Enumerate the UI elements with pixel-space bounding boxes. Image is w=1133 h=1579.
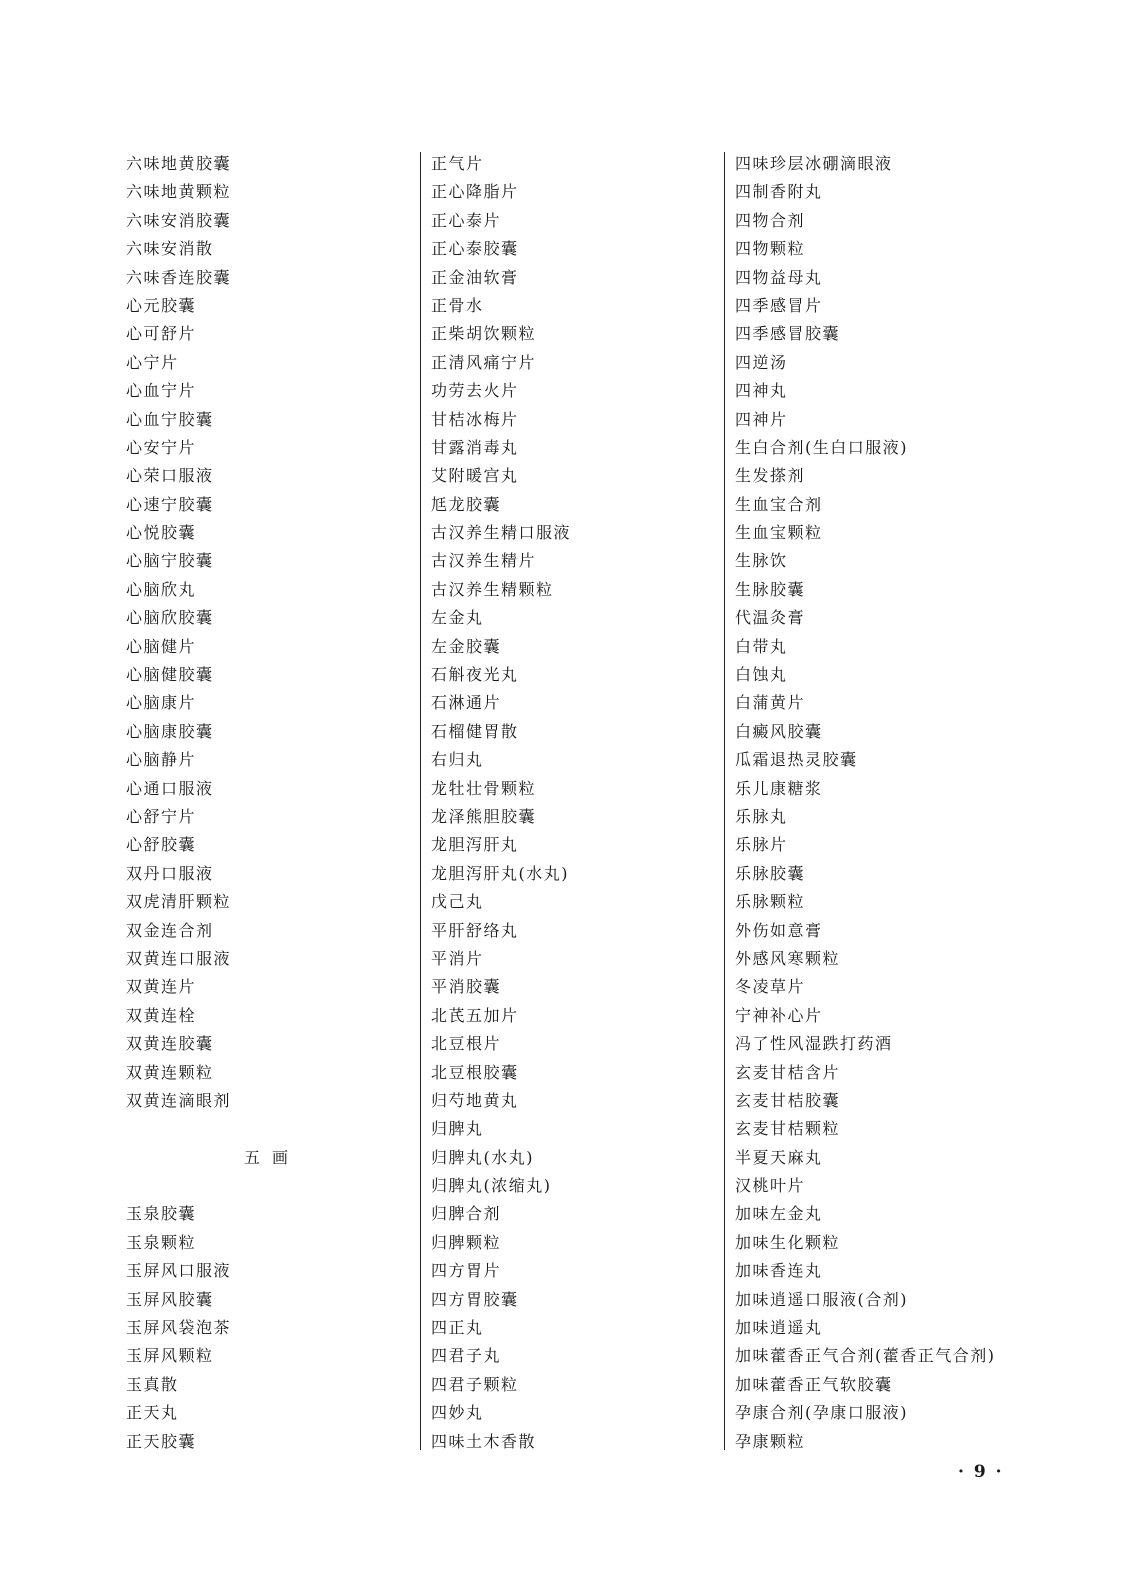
index-entry: 六味地黄颗粒: [126, 182, 232, 202]
index-entry: 四方胃胶囊: [431, 1289, 519, 1309]
index-entry: 汉桃叶片: [735, 1176, 806, 1196]
index-entry: 玉屏风口服液: [126, 1261, 232, 1281]
index-entry: 双虎清肝颗粒: [126, 892, 232, 912]
index-entry: 石榴健胃散: [431, 721, 519, 741]
index-entry: 心血宁胶囊: [126, 409, 214, 429]
index-entry: 四方胃片: [431, 1261, 502, 1281]
index-entry: 双金连合剂: [126, 920, 214, 940]
index-entry: 心脑宁胶囊: [126, 551, 214, 571]
index-entry: 生脉胶囊: [735, 579, 806, 599]
index-entry: 心脑康片: [126, 693, 197, 713]
index-entry: 戊己丸: [431, 892, 484, 912]
index-entry: 甘露消毒丸: [431, 437, 519, 457]
index-entry: 心舒宁片: [126, 806, 197, 826]
index-entry: 甘桔冰梅片: [431, 409, 519, 429]
index-entry: 白蚀丸: [735, 665, 788, 685]
index-entry: 平消胶囊: [431, 977, 502, 997]
index-entry: 四正丸: [431, 1318, 484, 1338]
index-entry: 正骨水: [431, 295, 484, 315]
index-entry: 四季感冒片: [735, 295, 823, 315]
index-column-2: [431, 150, 711, 1456]
index-entry: 龙泽熊胆胶囊: [431, 806, 537, 826]
index-entry: 双黄连颗粒: [126, 1062, 214, 1082]
index-entry: 双丹口服液: [126, 863, 214, 883]
index-entry: 加味藿香正气合剂(藿香正气合剂): [735, 1346, 996, 1366]
index-entry: 生白合剂(生白口服液): [735, 437, 908, 457]
index-entry: 心元胶囊: [126, 295, 197, 315]
index-entry: 加味藿香正气软胶囊: [735, 1374, 893, 1394]
index-entry: 正心泰胶囊: [431, 239, 519, 259]
index-entry: 乐脉胶囊: [735, 863, 806, 883]
index-entry: 归脾丸(水丸): [431, 1147, 534, 1167]
index-entry: 四味土木香散: [431, 1431, 537, 1451]
index-entry: 生脉饮: [735, 551, 788, 571]
index-entry: 心脑静片: [126, 750, 197, 770]
index-entry: 心安宁片: [126, 437, 197, 457]
index-entry: 四逆汤: [735, 352, 788, 372]
index-entry: 心脑健片: [126, 636, 197, 656]
index-entry: 加味香连丸: [735, 1261, 823, 1281]
index-entry: 四物颗粒: [735, 239, 806, 259]
index-entry: 四物合剂: [735, 210, 806, 230]
index-entry: 六味安消散: [126, 239, 214, 259]
index-entry: 心宁片: [126, 352, 179, 372]
index-entry: 外伤如意膏: [735, 920, 823, 940]
index-entry: 生发搽剂: [735, 466, 806, 486]
index-entry: 石淋通片: [431, 693, 502, 713]
index-entry: 正心降脂片: [431, 182, 519, 202]
index-entry: 双黄连滴眼剂: [126, 1090, 232, 1110]
page-number: · 9 ·: [958, 1462, 1004, 1482]
index-column-3: [735, 150, 1065, 1456]
index-entry: 冬凌草片: [735, 977, 806, 997]
index-entry: 北豆根片: [431, 1034, 502, 1054]
index-entry: 正金油软膏: [431, 267, 519, 287]
index-entry: 玄麦甘桔含片: [735, 1062, 841, 1082]
index-entry: 六味香连胶囊: [126, 267, 232, 287]
index-entry: 尪龙胶囊: [431, 494, 502, 514]
index-entry: 加味逍遥丸: [735, 1318, 823, 1338]
index-entry: 乐脉片: [735, 835, 788, 855]
index-entry: 北豆根胶囊: [431, 1062, 519, 1082]
index-entry: 四季感冒胶囊: [735, 324, 841, 344]
index-entry: 心可舒片: [126, 324, 197, 344]
index-entry: 龙胆泻肝丸: [431, 835, 519, 855]
index-entry: 玉屏风袋泡茶: [126, 1318, 232, 1338]
index-entry: 玉泉胶囊: [126, 1204, 197, 1224]
index-entry: 生血宝颗粒: [735, 523, 823, 543]
index-entry: 瓜霜退热灵胶囊: [735, 750, 858, 770]
index-entry: 归脾颗粒: [431, 1232, 502, 1252]
index-entry: 四君子颗粒: [431, 1374, 519, 1394]
index-entry: 六味安消胶囊: [126, 210, 232, 230]
index-entry: 玉屏风颗粒: [126, 1346, 214, 1366]
index-entry: 加味左金丸: [735, 1204, 823, 1224]
index-entry: 归脾丸: [431, 1119, 484, 1139]
index-entry: 双黄连口服液: [126, 948, 232, 968]
index-entry: 心速宁胶囊: [126, 494, 214, 514]
index-entry: 生血宝合剂: [735, 494, 823, 514]
column-divider-2: [724, 152, 725, 1450]
index-entry: 正清风痛宁片: [431, 352, 537, 372]
index-entry: 心荣口服液: [126, 466, 214, 486]
index-entry: 加味逍遥口服液(合剂): [735, 1289, 908, 1309]
index-entry: 古汉养生精片: [431, 551, 537, 571]
index-entry: 归芍地黄丸: [431, 1090, 519, 1110]
index-entry: 孕康颗粒: [735, 1431, 806, 1451]
index-entry: 四味珍层冰硼滴眼液: [735, 154, 893, 173]
index-entry: 白蒲黄片: [735, 693, 806, 713]
index-entry: 龙胆泻肝丸(水丸): [431, 863, 569, 883]
index-entry: 心通口服液: [126, 778, 214, 798]
index-entry: 古汉养生精口服液: [431, 523, 572, 543]
index-entry: 正柴胡饮颗粒: [431, 324, 537, 344]
column-1-entries: [126, 150, 406, 1115]
index-entry: 正天丸: [126, 1403, 179, 1423]
index-entry: 外感风寒颗粒: [735, 948, 841, 968]
index-entry: 归脾合剂: [431, 1204, 502, 1224]
index-entry: 半夏天麻丸: [735, 1147, 823, 1167]
index-entry: 心脑健胶囊: [126, 665, 214, 685]
index-entry: 玉真散: [126, 1374, 179, 1394]
index-entry: 双黄连片: [126, 977, 197, 997]
index-entry: 白带丸: [735, 636, 788, 656]
index-entry: 心脑欣胶囊: [126, 608, 214, 628]
index-entry: 右归丸: [431, 750, 484, 770]
index-entry: 四神片: [735, 409, 788, 429]
index-column-1: [126, 150, 406, 1456]
index-entry: 正气片: [431, 154, 484, 173]
index-entry: 功劳去火片: [431, 381, 519, 401]
index-entry: 四妙丸: [431, 1403, 484, 1423]
index-entry: 代温灸膏: [735, 608, 806, 628]
column-1-entries-after-heading: [126, 1200, 406, 1456]
index-entry: 玄麦甘桔颗粒: [735, 1119, 841, 1139]
index-entry: 乐脉丸: [735, 806, 788, 826]
index-entry: 双黄连栓: [126, 1005, 197, 1025]
index-entry: 冯了性风湿跌打药酒: [735, 1034, 893, 1054]
index-entry: 古汉养生精颗粒: [431, 579, 554, 599]
index-entry: 玉泉颗粒: [126, 1232, 197, 1252]
index-entry: 白癜风胶囊: [735, 721, 823, 741]
index-entry: 宁神补心片: [735, 1005, 823, 1025]
index-entry: 乐脉颗粒: [735, 892, 806, 912]
index-entry: 四君子丸: [431, 1346, 502, 1366]
index-entry: 艾附暖宫丸: [431, 466, 519, 486]
index-entry: 心脑康胶囊: [126, 721, 214, 741]
index-entry: 正心泰片: [431, 210, 502, 230]
section-heading: 五画: [244, 1148, 301, 1168]
index-entry: 石斛夜光丸: [431, 665, 519, 685]
index-entry: 四物益母丸: [735, 267, 823, 287]
index-entry: 玄麦甘桔胶囊: [735, 1090, 841, 1110]
index-entry: 孕康合剂(孕康口服液): [735, 1403, 908, 1423]
index-entry: 双黄连胶囊: [126, 1034, 214, 1054]
index-entry: 归脾丸(浓缩丸): [431, 1176, 552, 1196]
index-entry: 北芪五加片: [431, 1005, 519, 1025]
index-entry: 心血宁片: [126, 381, 197, 401]
index-entry: 加味生化颗粒: [735, 1232, 841, 1252]
index-entry: 龙牡壮骨颗粒: [431, 778, 537, 798]
index-entry: 心悦胶囊: [126, 523, 197, 543]
column-divider-1: [420, 152, 421, 1450]
index-entry: 心舒胶囊: [126, 835, 197, 855]
index-entry: 四神丸: [735, 381, 788, 401]
index-entry: 玉屏风胶囊: [126, 1289, 214, 1309]
index-entry: 平肝舒络丸: [431, 920, 519, 940]
index-entry: 心脑欣丸: [126, 579, 197, 599]
index-entry: 左金丸: [431, 608, 484, 628]
index-entry: 平消片: [431, 948, 484, 968]
index-entry: 左金胶囊: [431, 636, 502, 656]
index-entry: 乐儿康糖浆: [735, 778, 823, 798]
index-entry: 正天胶囊: [126, 1431, 197, 1451]
index-entry: 四制香附丸: [735, 182, 823, 202]
index-entry: 六味地黄胶囊: [126, 154, 232, 173]
